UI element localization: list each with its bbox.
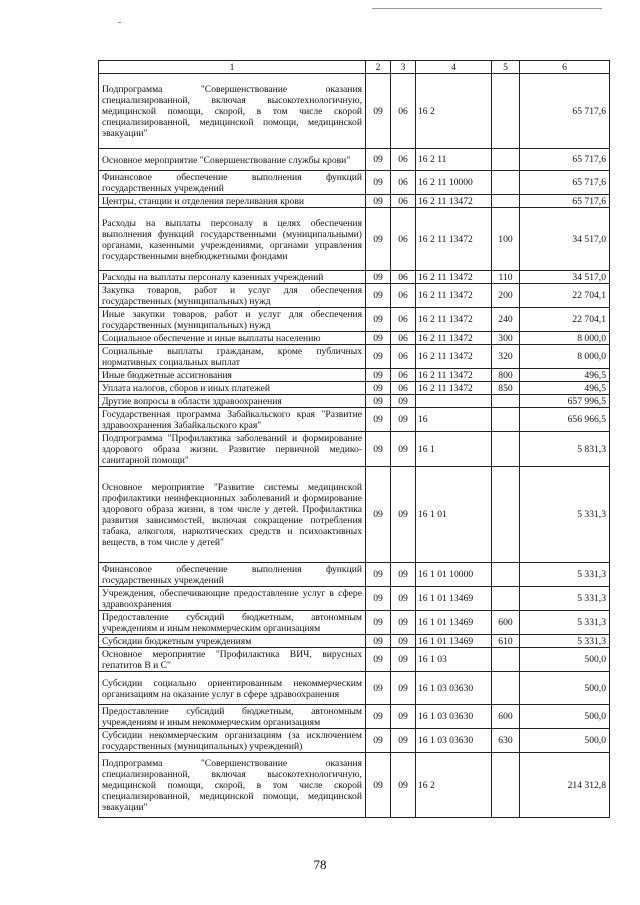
cell-name: Иные бюджетные ассигнования [99, 369, 366, 382]
cell-amount: 496,5 [520, 369, 610, 382]
cell-name: Предоставление субсидий бюджетным, автономным учреждениям и иным некоммерческим организациям [99, 611, 366, 635]
cell-expense-type: 300 [492, 332, 520, 345]
cell-name: Центры, станции и отделения переливания крови [99, 195, 366, 208]
table-row [99, 345, 610, 369]
table-row [99, 284, 610, 308]
cell-section: 09 [366, 432, 391, 467]
cell-amount: 22 704,1 [520, 308, 610, 332]
budget-table [98, 60, 610, 818]
cell-section: 09 [366, 369, 391, 382]
cell-subsection: 06 [391, 195, 416, 208]
cell-target-article: 16 1 03 [416, 648, 492, 672]
budget-table-page [98, 60, 609, 818]
cell-subsection: 09 [391, 648, 416, 672]
table-body [99, 61, 610, 818]
cell-section: 09 [366, 705, 391, 729]
cell-target-article: 16 1 01 13469 [416, 611, 492, 635]
table-row [99, 611, 610, 635]
table-row [99, 432, 610, 467]
cell-subsection: 06 [391, 149, 416, 171]
cell-amount: 5 331,3 [520, 467, 610, 563]
table-row [99, 308, 610, 332]
table-row [99, 271, 610, 284]
cell-expense-type [492, 395, 520, 408]
cell-target-article: 16 1 01 [416, 467, 492, 563]
cell-subsection: 09 [391, 432, 416, 467]
cell-subsection: 09 [391, 753, 416, 818]
cell-target-article: 16 2 11 13472 [416, 195, 492, 208]
cell-target-article [416, 395, 492, 408]
cell-subsection: 09 [391, 672, 416, 705]
cell-amount: 214 312,8 [520, 753, 610, 818]
table-row [99, 635, 610, 648]
cell-name: Основное мероприятие "Профилактика ВИЧ, вирусных гепатитов В и С" [99, 648, 366, 672]
cell-target-article: 16 [416, 408, 492, 432]
cell-target-article: 16 2 [416, 753, 492, 818]
cell-subsection: 09 [391, 467, 416, 563]
cell-section: 09 [366, 308, 391, 332]
cell-amount: 500,0 [520, 705, 610, 729]
header-col-2: 2 [366, 61, 391, 74]
cell-section: 09 [366, 382, 391, 395]
table-row [99, 705, 610, 729]
cell-section: 09 [366, 395, 391, 408]
cell-section: 09 [366, 345, 391, 369]
table-row [99, 74, 610, 149]
cell-section: 09 [366, 271, 391, 284]
cell-target-article: 16 1 03 03630 [416, 729, 492, 753]
cell-expense-type: 600 [492, 705, 520, 729]
cell-section: 09 [366, 672, 391, 705]
cell-section: 09 [366, 729, 391, 753]
cell-section: 09 [366, 753, 391, 818]
cell-name: Социальные выплаты гражданам, кроме публичных нормативных социальных выплат [99, 345, 366, 369]
cell-expense-type [492, 753, 520, 818]
table-row [99, 369, 610, 382]
cell-section: 09 [366, 635, 391, 648]
cell-section: 09 [366, 587, 391, 611]
cell-target-article: 16 2 [416, 74, 492, 149]
cell-amount: 657 996,5 [520, 395, 610, 408]
cell-section: 09 [366, 467, 391, 563]
cell-subsection: 06 [391, 271, 416, 284]
cell-name: Предоставление субсидий бюджетным, автономным учреждениям и иным некоммерческим организациям [99, 705, 366, 729]
table-row [99, 729, 610, 753]
cell-name: Основное мероприятие "Развитие системы медицинской профилактики неинфекционных заболеваний и формирование здорового образа жизни, в том числе у детей. Профилактика развития зависимостей, включая сокращение потребления табака, алкоголя, наркотических средств и психоактивных веществ, в том числе у детей" [99, 467, 366, 563]
cell-target-article: 16 1 [416, 432, 492, 467]
table-row [99, 467, 610, 563]
cell-target-article: 16 2 11 13472 [416, 208, 492, 271]
header-col-3: 3 [391, 61, 416, 74]
table-header-row [99, 61, 610, 74]
cell-amount: 5 331,3 [520, 611, 610, 635]
scan-mark-top [372, 8, 602, 9]
cell-subsection: 06 [391, 332, 416, 345]
cell-amount: 34 517,0 [520, 208, 610, 271]
cell-target-article: 16 2 11 13472 [416, 284, 492, 308]
cell-name: Другие вопросы в области здравоохранения [99, 395, 366, 408]
cell-subsection: 06 [391, 171, 416, 195]
cell-target-article: 16 1 03 03630 [416, 705, 492, 729]
cell-expense-type [492, 74, 520, 149]
cell-subsection: 06 [391, 208, 416, 271]
cell-section: 09 [366, 74, 391, 149]
cell-target-article: 16 2 11 13472 [416, 345, 492, 369]
cell-name: Субсидии некоммерческим организациям (за исключением государственных (муниципальных) учреждений) [99, 729, 366, 753]
cell-amount: 500,0 [520, 672, 610, 705]
cell-name: Уплата налогов, сборов и иных платежей [99, 382, 366, 395]
cell-expense-type [492, 195, 520, 208]
cell-amount: 5 331,3 [520, 587, 610, 611]
cell-amount: 22 704,1 [520, 284, 610, 308]
page-number: 78 [313, 857, 327, 872]
cell-section: 09 [366, 408, 391, 432]
cell-amount: 5 331,3 [520, 563, 610, 587]
cell-target-article: 16 2 11 13472 [416, 308, 492, 332]
cell-subsection: 06 [391, 345, 416, 369]
table-row [99, 208, 610, 271]
cell-amount: 65 717,6 [520, 195, 610, 208]
cell-expense-type: 610 [492, 635, 520, 648]
cell-expense-type: 630 [492, 729, 520, 753]
cell-section: 09 [366, 149, 391, 171]
header-col-1: 1 [99, 61, 366, 74]
cell-name: Расходы на выплаты персоналу в целях обеспечения выполнения функций государственными (муниципальными) органами, казенными учреждениями, органами управления государственными внебюджетными фондами [99, 208, 366, 271]
cell-amount: 5 331,3 [520, 635, 610, 648]
cell-subsection: 06 [391, 382, 416, 395]
cell-expense-type [492, 171, 520, 195]
cell-name: Субсидии социально ориентированным некоммерческим организациям на оказание услуг в сфере здравоохранения [99, 672, 366, 705]
cell-subsection: 06 [391, 74, 416, 149]
cell-target-article: 16 2 11 13472 [416, 369, 492, 382]
cell-subsection: 09 [391, 635, 416, 648]
table-row [99, 195, 610, 208]
cell-expense-type [492, 563, 520, 587]
cell-target-article: 16 1 01 13469 [416, 635, 492, 648]
table-row [99, 395, 610, 408]
cell-target-article: 16 2 11 [416, 149, 492, 171]
cell-amount: 65 717,6 [520, 74, 610, 149]
cell-target-article: 16 1 01 13469 [416, 587, 492, 611]
cell-expense-type: 600 [492, 611, 520, 635]
cell-subsection: 06 [391, 369, 416, 382]
cell-expense-type: 850 [492, 382, 520, 395]
cell-subsection: 09 [391, 408, 416, 432]
cell-expense-type: 800 [492, 369, 520, 382]
cell-amount: 656 966,5 [520, 408, 610, 432]
cell-name: Расходы на выплаты персоналу казенных учреждений [99, 271, 366, 284]
table-row [99, 149, 610, 171]
cell-subsection: 09 [391, 611, 416, 635]
cell-name: Финансовое обеспечение выполнения функций государственных учреждений [99, 563, 366, 587]
cell-name: Подпрограмма "Профилактика заболеваний и формирование здорового образа жизни. Развитие первичной медико-санитарной помощи" [99, 432, 366, 467]
cell-target-article: 16 2 11 10000 [416, 171, 492, 195]
table-row [99, 587, 610, 611]
cell-target-article: 16 2 11 13472 [416, 271, 492, 284]
cell-expense-type [492, 467, 520, 563]
cell-section: 09 [366, 208, 391, 271]
cell-section: 09 [366, 171, 391, 195]
cell-name: Учреждения, обеспечивающие предоставление услуг в сфере здравоохранения [99, 587, 366, 611]
cell-name: Закупка товаров, работ и услуг для обеспечения государственных (муниципальных) нужд [99, 284, 366, 308]
cell-section: 09 [366, 648, 391, 672]
cell-name: Иные закупки товаров, работ и услуг для обеспечения государственных (муниципальных) нужд [99, 308, 366, 332]
cell-expense-type [492, 432, 520, 467]
cell-expense-type: 100 [492, 208, 520, 271]
cell-amount: 496,5 [520, 382, 610, 395]
table-row [99, 332, 610, 345]
cell-expense-type: 240 [492, 308, 520, 332]
cell-subsection: 09 [391, 587, 416, 611]
cell-expense-type: 320 [492, 345, 520, 369]
cell-expense-type [492, 672, 520, 705]
cell-target-article: 16 1 03 03630 [416, 672, 492, 705]
cell-expense-type: 200 [492, 284, 520, 308]
cell-subsection: 09 [391, 729, 416, 753]
cell-expense-type: 110 [492, 271, 520, 284]
header-col-5: 5 [492, 61, 520, 74]
cell-section: 09 [366, 195, 391, 208]
cell-expense-type [492, 587, 520, 611]
cell-name: Государственная программа Забайкальского края "Развитие здравоохранения Забайкальского края" [99, 408, 366, 432]
table-row [99, 408, 610, 432]
table-row [99, 672, 610, 705]
cell-section: 09 [366, 563, 391, 587]
cell-section: 09 [366, 611, 391, 635]
cell-target-article: 16 2 11 13472 [416, 382, 492, 395]
scan-mark-corner [118, 22, 121, 23]
header-col-6: 6 [520, 61, 610, 74]
cell-amount: 5 831,3 [520, 432, 610, 467]
cell-amount: 34 517,0 [520, 271, 610, 284]
cell-name: Подпрограмма "Совершенствование оказания специализированной, включая высокотехнологичную, медицинской помощи, скорой, в том числе скорой специализированной, медицинской помощи, медицинской эвакуации" [99, 753, 366, 818]
cell-name: Финансовое обеспечение выполнения функций государственных учреждений [99, 171, 366, 195]
cell-amount: 500,0 [520, 648, 610, 672]
cell-subsection: 06 [391, 284, 416, 308]
header-col-4: 4 [416, 61, 492, 74]
cell-subsection: 09 [391, 705, 416, 729]
table-row [99, 563, 610, 587]
cell-name: Социальное обеспечение и иные выплаты населению [99, 332, 366, 345]
cell-target-article: 16 2 11 13472 [416, 332, 492, 345]
cell-section: 09 [366, 284, 391, 308]
cell-name: Основное мероприятие "Совершенствование службы крови" [99, 149, 366, 171]
cell-target-article: 16 1 01 10000 [416, 563, 492, 587]
cell-amount: 8 000,0 [520, 332, 610, 345]
cell-amount: 65 717,6 [520, 171, 610, 195]
cell-section: 09 [366, 332, 391, 345]
cell-subsection: 09 [391, 395, 416, 408]
table-row [99, 382, 610, 395]
cell-name: Подпрограмма "Совершенствование оказания специализированной, включая высокотехнологичную, медицинской помощи, скорой, в том числе скорой специализированной, медицинской помощи, медицинской эвакуации" [99, 74, 366, 149]
cell-amount: 8 000,0 [520, 345, 610, 369]
cell-expense-type [492, 648, 520, 672]
cell-expense-type [492, 149, 520, 171]
cell-amount: 500,0 [520, 729, 610, 753]
table-row [99, 171, 610, 195]
cell-expense-type [492, 408, 520, 432]
cell-subsection: 06 [391, 308, 416, 332]
cell-name: Субсидии бюджетным учреждениям [99, 635, 366, 648]
table-row [99, 648, 610, 672]
cell-subsection: 09 [391, 563, 416, 587]
cell-amount: 65 717,6 [520, 149, 610, 171]
table-row [99, 753, 610, 818]
